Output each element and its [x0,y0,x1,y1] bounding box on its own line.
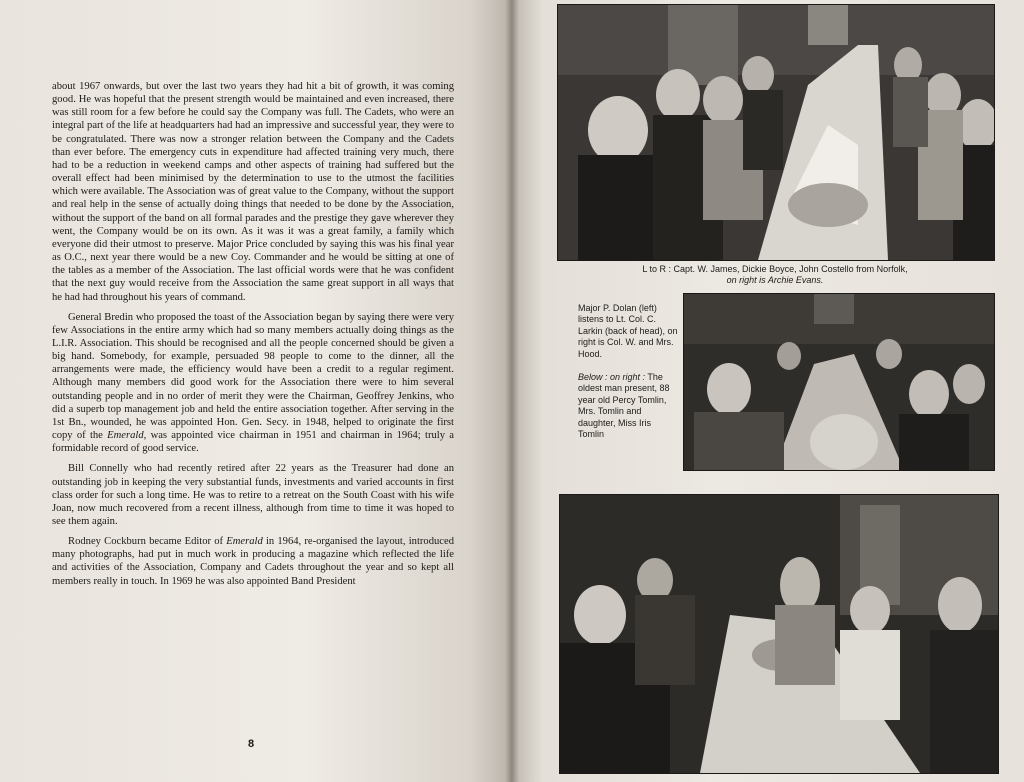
paragraph-4 [52,535,454,588]
paragraph-3: Bill Connelly who had recently retired after 22 years as the Treasurer had done an outstanding job in keeping the very substantial funds, investments and varied accounts in first class order for such a long time. He was to retire to a retreat on the South Coast with his wife Joan, now much recovered from a recent illness, although from time to time it was hoped to see them again. [52,463,454,527]
photo-dinner-bottom [559,494,999,774]
caption-lower-photo [578,372,678,440]
photo-dinner-middle [683,293,995,471]
paragraph-1: about 1967 onwards, but over the last two years they had hit a bit of growth, it was coming good. He was hopeful that the present strength would be maintained and even increased, there was still room for a few before he could say the Company was full. The Cadets, who were an integral part of the life at headquarters had had an impressive and successful year, they were to be congratulated. There was now a stronger relation between the Company and the Cadets than ever before. The emergency cuts in expenditure had affected training very much, there had to be a reduction in weekend camps and other aspects of training had suffered but the overall effect had been minimised by the determination to use to the utmost the facilities which were available. The Association was of great value to the Company, without the support and real help in the sense of actually doing things that needed to be done by the Association, without the support of the band on all formal parades and the prestige they gave wherever they went, the Company would be on its own. As it was it was a great family, a family which everyone did their utmost to preserve. Major Price concluded by saying this was his final year as O.C., next year there would be a new Coy. Commander and he would be sitting at one of the tables as a member of the Association. The last official words were that he was confident that the next guy would receive from the Association the same great support in all ways that he had had throughout his years of command. [52,81,454,303]
photo-dinner-middle-image [684,294,994,470]
paragraph-4-lead: Rodney Cockburn became Editor of [68,536,224,548]
caption-top-line-2: on right is Archie Evans. [726,275,824,286]
photo-dinner-bottom-image [560,495,998,773]
caption-top-line-1: L to R : Capt. W. James, Dickie Boyce, John Costello from Norfolk, [642,264,908,274]
photo-dinner-table-top [557,4,995,261]
caption-lower-lead: Below : on right : [578,372,646,383]
emerald-title-2: Emerald [226,536,263,548]
page-fold [505,0,519,782]
paragraph-2 [52,311,454,456]
caption-middle-photo: Major P. Dolan (left) listens to Lt. Col. C. Larkin (back of head), on right is Col. W. and Mrs. Hood. [578,303,678,359]
article-text [52,80,454,730]
caption-top-photo [560,264,990,287]
caption-lower-text: The oldest man present, 88 year old Percy Tomlin, Mrs. Tomlin and daughter, Miss Iris Tomlin [578,372,670,440]
caption-top-line-2-wrap [560,275,990,286]
caption-side [578,303,678,452]
paragraph-2-text: General Bredin who proposed the toast of the Association began by saying there were very few Associations in the entire army which had so many members actually doing things as the L.I.R. Association. This should be recognised and all the people concerned should be given a big hand. Somebody, for example, persuaded 98 people to come to the dinner, all the arrangements were made, the efficiency would have been a credit to a regular regiment. Although many members did good work for the Association there were to him several outstanding people and in no order of merit they were the Chairman, Geoffrey Jenkins, who did a superb top management job and held the entire association together. After serving in the 1st Bn., wounded, he was appointed Hon. Gen. Secy. in 1948, helped to originate the first copy of the [52,311,454,442]
paragraph-2-tail: was appointed vice chairman in 1951 and chairman in 1964; truly a formidable record of good service. [52,430,454,455]
emerald-title-1: Emerald, [107,430,147,442]
photo-dinner-table-top-image [558,5,994,260]
page-number: 8 [248,738,255,750]
paragraph-4-text: in 1964, re-organised the layout, introduced many photographs, had put in much work in producing a magazine which reflected the life and activities of the Association, Company and Cadets throughout the year and so kept all members really in touch. In 1969 he was also appointed Band President [52,536,454,587]
